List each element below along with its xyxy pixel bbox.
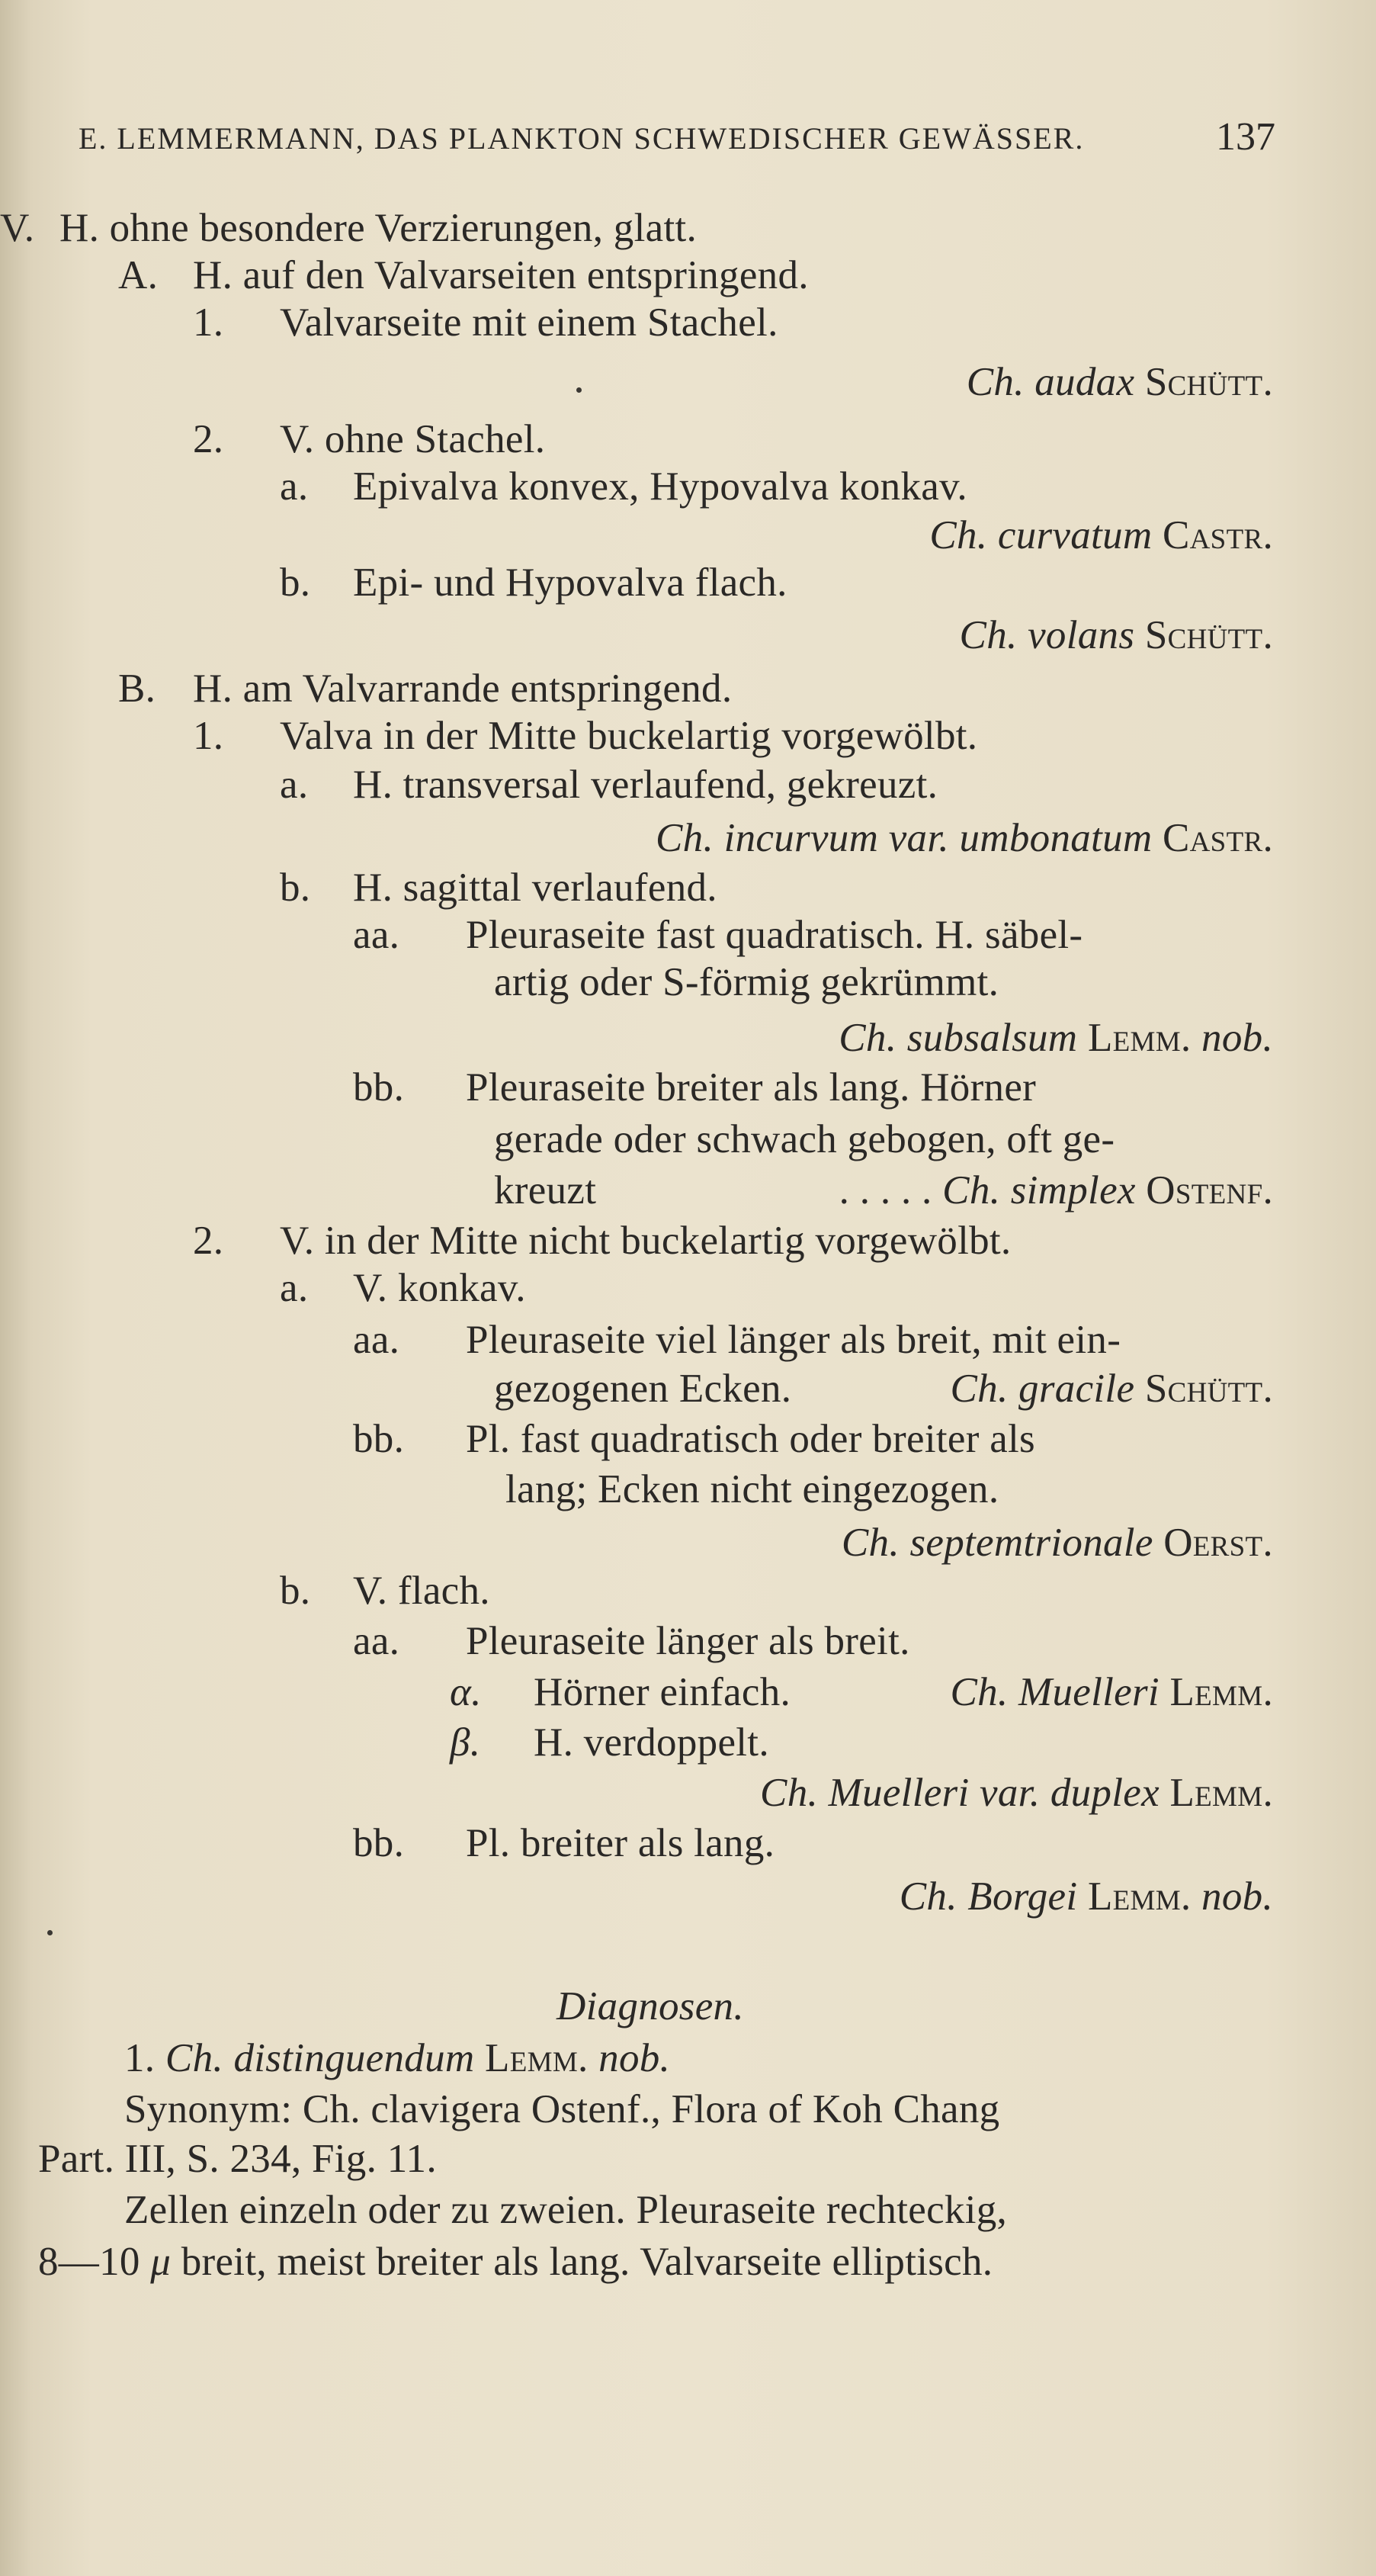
taxon-authority: Castr. bbox=[1163, 816, 1273, 860]
key-label: A. bbox=[118, 253, 159, 297]
printer-dot bbox=[47, 1930, 53, 1935]
entry-taxon: Ch. distinguendum bbox=[165, 2036, 475, 2080]
description-text: breit, meist breiter als lang. Valvarseite elliptisch. bbox=[181, 2240, 993, 2284]
section-heading: Diagnosen. bbox=[556, 1984, 744, 2028]
entry-authority: Lemm. bbox=[485, 2036, 589, 2080]
key-line-b-2-b-aa bbox=[353, 1617, 910, 1665]
key-line-alpha bbox=[450, 1669, 791, 1716]
key-text: Pleuraseite länger als breit. bbox=[466, 1619, 910, 1663]
taxon-authority: Schütt. bbox=[1144, 613, 1273, 657]
taxon-authority: Lemm. bbox=[1087, 1874, 1192, 1919]
taxon-name: Ch. Muelleri var. duplex bbox=[760, 1771, 1159, 1815]
size-range: 8—10 bbox=[38, 2240, 140, 2284]
page-number: 137 bbox=[1216, 115, 1275, 159]
key-text-continuation: kreuzt bbox=[494, 1168, 597, 1213]
key-label: V. bbox=[0, 206, 35, 250]
key-text: Pl. breiter als lang. bbox=[466, 1821, 775, 1865]
key-line-b-1-b-aa bbox=[353, 911, 1083, 959]
synonym-line: Part. III, S. 234, Fig. 11. bbox=[38, 2137, 437, 2181]
key-label: 1. bbox=[193, 714, 224, 758]
key-text: H. auf den Valvarseiten entspringend. bbox=[193, 253, 809, 297]
taxon-authority: Schütt. bbox=[1144, 360, 1273, 404]
taxon-authority: Lemm. bbox=[1087, 1016, 1192, 1060]
key-line-a bbox=[118, 252, 809, 299]
key-text: H. verdoppelt. bbox=[534, 1720, 769, 1765]
key-label: B. bbox=[118, 666, 156, 711]
key-line-b-1-a bbox=[280, 761, 938, 808]
taxon-line bbox=[967, 358, 1273, 406]
taxon-name: Ch. Borgei bbox=[899, 1874, 1078, 1919]
key-text-continuation: gerade oder schwach gebogen, oft ge- bbox=[494, 1117, 1115, 1161]
key-line-a-2 bbox=[193, 416, 545, 463]
leader-dots: . . . . . bbox=[839, 1168, 932, 1213]
key-text: V. konkav. bbox=[353, 1266, 526, 1310]
key-line-continuation bbox=[494, 959, 999, 1006]
key-line-b-2-a-aa bbox=[353, 1316, 1121, 1363]
key-label: aa. bbox=[353, 913, 400, 957]
key-text: Valva in der Mitte buckelartig vorgewölbt. bbox=[280, 714, 978, 758]
key-text: Valvarseite mit einem Stachel. bbox=[280, 300, 778, 345]
key-text: Pleuraseite fast quadratisch. H. säbel- bbox=[466, 913, 1083, 957]
key-line-b-2-b-bb bbox=[353, 1820, 775, 1867]
taxon-name: Ch. volans bbox=[959, 613, 1135, 657]
key-label: b. bbox=[280, 866, 311, 910]
key-label: aa. bbox=[353, 1318, 400, 1362]
key-label: bb. bbox=[353, 1821, 405, 1865]
key-text-continuation: gezogenen Ecken. bbox=[494, 1367, 792, 1411]
taxon-line bbox=[960, 612, 1273, 659]
running-title: E. LEMMERMANN, DAS PLANKTON SCHWEDISCHER GEWÄSSER. bbox=[79, 121, 1085, 156]
taxon-line bbox=[839, 1014, 1273, 1062]
entry-number: 1. bbox=[124, 2036, 156, 2080]
key-line-continuation bbox=[494, 1167, 596, 1214]
taxon-line bbox=[951, 1365, 1274, 1412]
key-line-continuation bbox=[494, 1116, 1115, 1163]
entry-nob: nob. bbox=[598, 2036, 671, 2080]
key-text-continuation: lang; Ecken nicht eingezogen. bbox=[505, 1467, 999, 1511]
taxon-line bbox=[842, 1519, 1273, 1566]
diagnosis-entry bbox=[124, 2035, 670, 2082]
key-line-b-1-b bbox=[280, 864, 717, 911]
key-text: Epi- und Hypovalva flach. bbox=[353, 560, 787, 605]
taxon-authority: Lemm. bbox=[1169, 1670, 1273, 1714]
key-text: H. transversal verlaufend, gekreuzt. bbox=[353, 763, 938, 807]
key-line-a-2-a bbox=[280, 463, 967, 510]
taxon-name: Ch. subsalsum bbox=[839, 1016, 1078, 1060]
key-label: 2. bbox=[193, 417, 224, 461]
key-label: aa. bbox=[353, 1619, 400, 1663]
key-label: bb. bbox=[353, 1065, 405, 1110]
taxon-line bbox=[760, 1769, 1273, 1816]
taxon-authority: Oerst. bbox=[1163, 1521, 1273, 1565]
taxon-line bbox=[929, 512, 1273, 559]
key-label: a. bbox=[280, 763, 309, 807]
printer-dot bbox=[576, 387, 582, 393]
key-label: 2. bbox=[193, 1219, 224, 1263]
key-text: H. sagittal verlaufend. bbox=[353, 866, 717, 910]
key-label: b. bbox=[280, 560, 311, 605]
key-line-beta bbox=[450, 1719, 769, 1766]
key-label: a. bbox=[280, 1266, 309, 1310]
taxon-name: Ch. audax bbox=[966, 360, 1135, 404]
key-line-b-1-b-bb bbox=[353, 1064, 1036, 1111]
key-text: H. ohne besondere Verzierungen, glatt. bbox=[59, 206, 698, 250]
key-text: V. in der Mitte nicht buckelartig vorgewölbt. bbox=[280, 1219, 1012, 1263]
taxon-line bbox=[839, 1167, 1273, 1214]
key-line-v bbox=[0, 204, 697, 252]
taxon-nob: nob. bbox=[1201, 1874, 1273, 1919]
running-header bbox=[79, 115, 1275, 166]
key-text: H. am Valvarrande entspringend. bbox=[193, 666, 733, 711]
taxon-authority: Castr. bbox=[1163, 513, 1273, 557]
key-text: V. flach. bbox=[353, 1569, 490, 1613]
taxon-name: Ch. simplex bbox=[942, 1168, 1136, 1213]
taxon-name: Ch. Muelleri bbox=[950, 1670, 1159, 1714]
taxon-nob: nob. bbox=[1201, 1016, 1273, 1060]
description-line: Zellen einzeln oder zu zweien. Pleuraseite rechteckig, bbox=[124, 2188, 1008, 2232]
key-line-continuation bbox=[494, 1365, 791, 1412]
taxon-name: Ch. incurvum var. umbonatum bbox=[656, 816, 1153, 860]
taxon-name: Ch. septemtrionale bbox=[841, 1521, 1153, 1565]
key-line-continuation bbox=[505, 1466, 999, 1513]
key-label: α. bbox=[450, 1670, 482, 1714]
key-text: Pleuraseite breiter als lang. Hörner bbox=[466, 1065, 1037, 1110]
taxon-line bbox=[950, 1669, 1273, 1716]
key-text: Hörner einfach. bbox=[534, 1670, 791, 1714]
taxon-authority: Lemm. bbox=[1169, 1771, 1273, 1815]
key-label: β. bbox=[450, 1720, 481, 1765]
taxon-line bbox=[900, 1873, 1273, 1920]
key-line-b-2 bbox=[193, 1217, 1011, 1264]
taxon-line bbox=[656, 814, 1273, 862]
micron-symbol: μ bbox=[150, 2240, 172, 2284]
synonym-line: Synonym: Ch. clavigera Ostenf., Flora of Koh Chang bbox=[124, 2087, 1000, 2131]
key-label: 1. bbox=[193, 300, 224, 345]
key-line-b-2-a-bb bbox=[353, 1415, 1035, 1463]
taxon-name: Ch. gracile bbox=[950, 1367, 1135, 1411]
key-line-b-2-b bbox=[280, 1567, 490, 1614]
taxon-authority: Schütt. bbox=[1144, 1367, 1273, 1411]
key-line-a-1 bbox=[193, 299, 778, 346]
key-line-b-2-a bbox=[280, 1264, 526, 1312]
description-line bbox=[38, 2238, 993, 2285]
key-text: Pleuraseite viel länger als breit, mit ein- bbox=[466, 1318, 1121, 1362]
key-text: V. ohne Stachel. bbox=[280, 417, 546, 461]
key-text: Epivalva konvex, Hypovalva konkav. bbox=[353, 464, 967, 509]
key-label: b. bbox=[280, 1569, 311, 1613]
key-line-b-1 bbox=[193, 712, 977, 760]
key-line-a-2-b bbox=[280, 559, 787, 606]
key-label: bb. bbox=[353, 1417, 405, 1461]
key-text: Pl. fast quadratisch oder breiter als bbox=[466, 1417, 1035, 1461]
taxon-authority: Ostenf. bbox=[1146, 1168, 1273, 1213]
key-text-continuation: artig oder S-förmig gekrümmt. bbox=[494, 960, 999, 1004]
taxon-name: Ch. curvatum bbox=[929, 513, 1153, 557]
key-label: a. bbox=[280, 464, 309, 509]
key-line-b bbox=[118, 665, 732, 712]
